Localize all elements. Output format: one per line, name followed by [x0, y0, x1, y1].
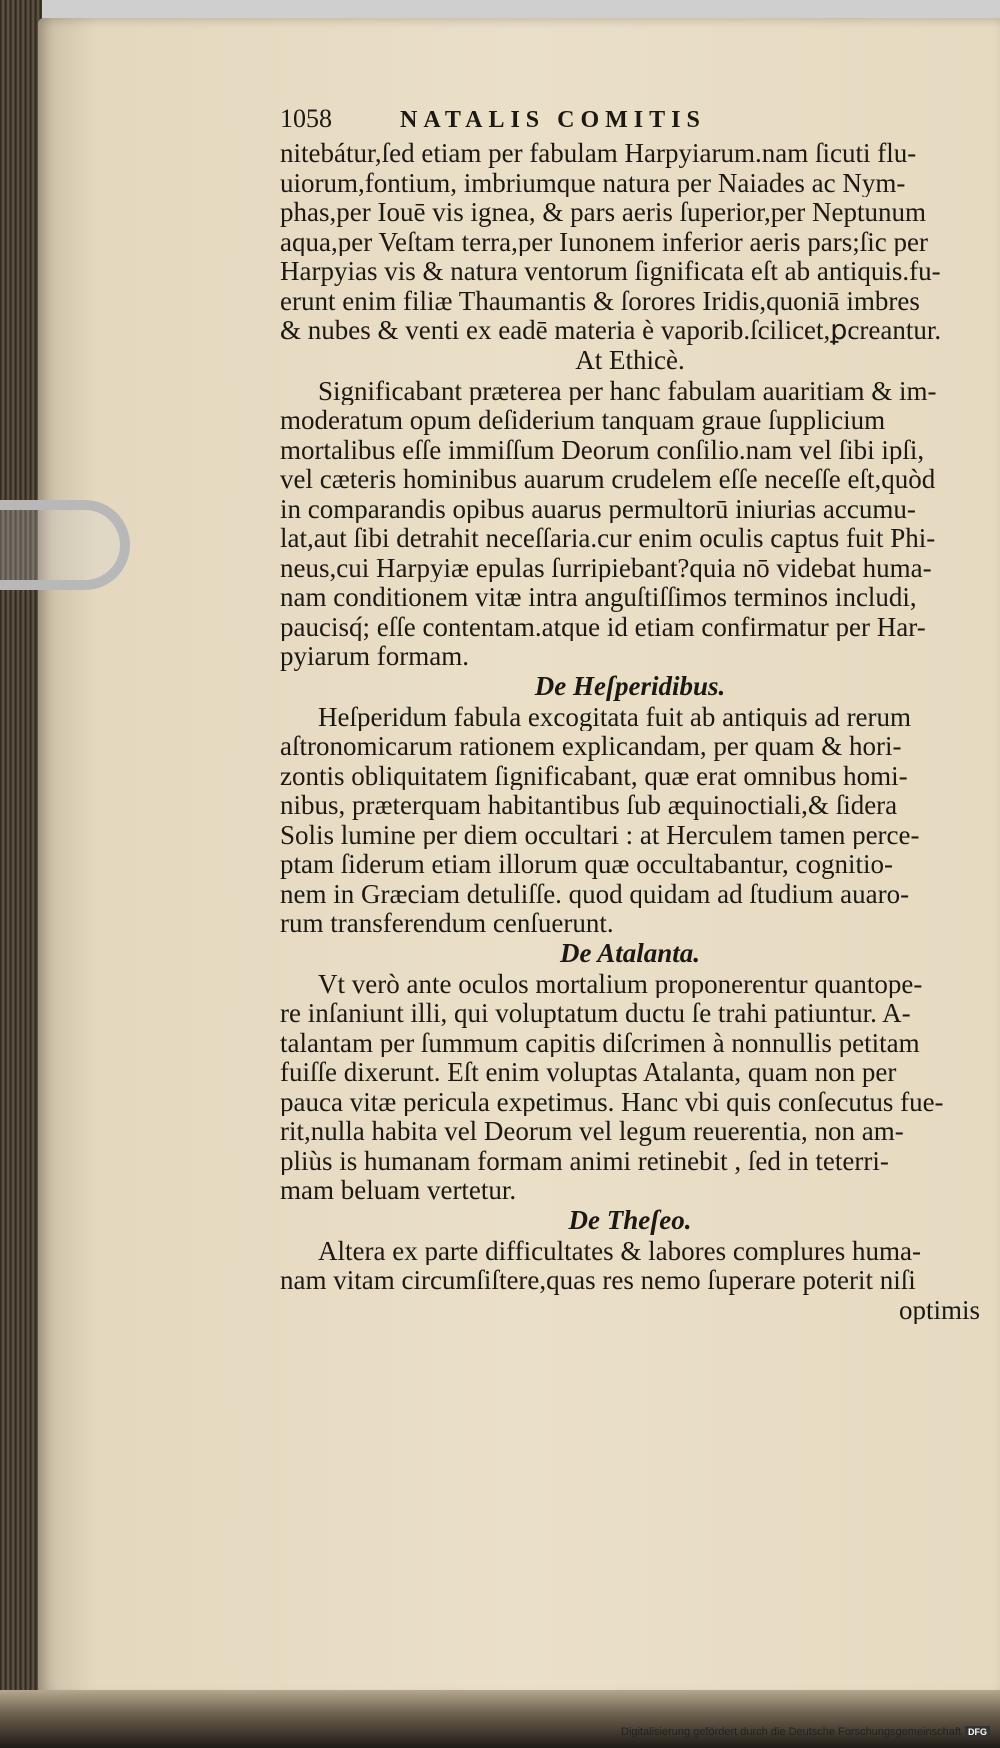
- text-line: paucisq́; eſſe contentam.atque id etiam confirmatur per Har-: [280, 611, 926, 641]
- book-page-edges: [0, 0, 42, 1748]
- text-line: ptam ſiderum etiam illorum quæ occultabantur, cognitio-: [280, 849, 894, 879]
- text-line: Solis lumine per diem occultari : at Herculem tamen perce-: [280, 819, 920, 849]
- text-line: zontis obliquitatem ſignificabant, quæ erat omnibus homi-: [280, 760, 908, 790]
- text-line: nitebátur,ſed etiam per fabulam Harpyiarum.nam ſicuti flu-: [280, 138, 917, 168]
- book-bottom-edge: [0, 1690, 1000, 1748]
- text-line: Significabant præterea per hanc fabulam auaritiam & im-: [318, 375, 937, 405]
- section-heading: De Theſeo.: [568, 1204, 692, 1235]
- dfg-logo: DFG: [965, 1726, 990, 1738]
- text-line: & nubes & venti ex eadē materia è vaporib.ſcilicet,ꝑcreantur.: [280, 315, 942, 345]
- section-heading: At Ethicè.: [575, 344, 685, 375]
- text-line: fuiſſe dixerunt. Eſt enim voluptas Atalanta, quam non per: [280, 1057, 897, 1087]
- text-line: Vt verò ante oculos mortalium proponerentur quantope-: [318, 968, 923, 998]
- text-line: erunt enim filiæ Thaumantis & ſorores Iridis,quoniā imbres: [280, 285, 920, 315]
- page-number: 1058: [280, 104, 332, 133]
- text-line: moderatum opum deſiderium tanquam graue ſupplicium: [280, 405, 886, 435]
- text-line: lat,aut ſibi detrahit neceſſaria.cur enim oculis captus fuit Phi-: [280, 523, 936, 553]
- text-line: talantam per ſummum capitis diſcrimen à nonnullis petitam: [280, 1027, 920, 1057]
- footer: [621, 1726, 990, 1738]
- section-heading: De Heſperidibus.: [534, 670, 726, 701]
- running-title: NATALIS COMITIS: [400, 107, 706, 133]
- text-line: re inſaniunt illi, qui voluptatum ductu ſe trahi patiuntur. A-: [280, 998, 911, 1028]
- text-line: nem in Græciam detuliſſe. quod quidam ad ſtudium auaro-: [280, 878, 910, 908]
- text-line: Harpyias vis & natura ventorum ſignificata eſt ab antiquis.fu-: [280, 256, 941, 286]
- text-line: optimis: [898, 1294, 980, 1324]
- section-heading: De Atalanta.: [559, 937, 700, 968]
- text-line: Altera ex parte difficultates & labores complures huma-: [318, 1235, 922, 1265]
- text-line: aſtronomicarum rationem explicandam, per quam & hori-: [280, 731, 902, 761]
- text-line: Heſperidum fabula excogitata fuit ab antiquis ad rerum: [318, 701, 912, 731]
- text-line: mam beluam vertetur.: [280, 1175, 517, 1205]
- text-line: pyiarum formam.: [280, 641, 469, 671]
- footer-text: Digitalisierung gefördert durch die Deutsche Forschungsgemeinschaft: [621, 1726, 961, 1738]
- text-line: rum transferendum cenſuerunt.: [280, 908, 614, 938]
- text-line: pauca vitæ pericula expetimus. Hanc vbi quis conſecutus fue-: [280, 1086, 944, 1116]
- text-line: pliùs is humanam formam animi retinebit , ſed in teterri-: [280, 1145, 889, 1175]
- page-clip: [0, 500, 130, 590]
- text-line: neus,cui Harpyiæ epulas ſurripiebant?quia nō videbat huma-: [280, 552, 932, 582]
- running-head: [280, 104, 980, 138]
- text-line: mortalibus eſſe immiſſum Deorum conſilio.nam vel ſibi ipſi,: [280, 434, 925, 464]
- text-line: phas,per Iouē vis ignea, & pars aeris ſuperior,per Neptunum: [280, 197, 926, 227]
- text-line: nam vitam circumſiſtere,quas res nemo ſuperare poterit niſi: [280, 1265, 916, 1295]
- text-line: rit,nulla habita vel Deorum vel legum reuerentia, non am-: [280, 1116, 904, 1146]
- text-line: nibus, præterquam habitantibus ſub æquinoctiali,& ſidera: [280, 790, 898, 820]
- text-block: [280, 104, 980, 1324]
- text-line: in comparandis opibus auarus permultorū iniurias accumu-: [280, 493, 916, 523]
- text-line: uiorum,fontium, imbriumque natura per Naiades ac Nym-: [280, 167, 906, 197]
- text-line: nam conditionem vitæ intra anguſtiſſimos terminos includi,: [280, 582, 917, 612]
- text-line: vel cæteris hominibus auarum crudelem eſſe neceſſe eſt,quòd: [280, 464, 936, 494]
- text-line: aqua,per Veſtam terra,per Iunonem inferior aeris pars;ſic per: [280, 226, 928, 256]
- text-lines: [280, 138, 980, 1324]
